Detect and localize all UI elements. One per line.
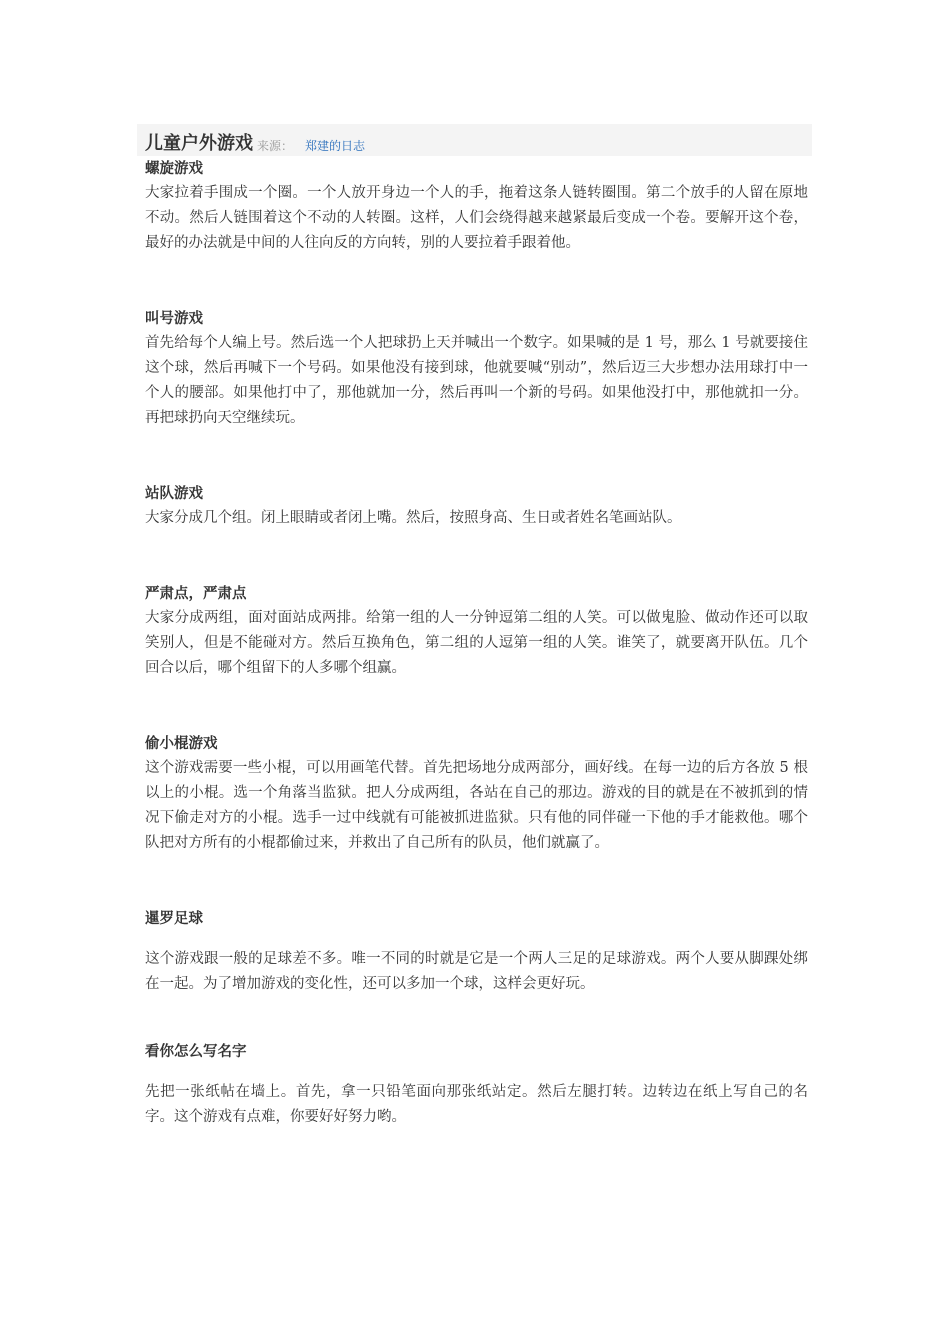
section-title-steal-sticks: 偷小棍游戏 — [145, 735, 218, 752]
page-title: 儿童户外游戏 — [145, 133, 253, 154]
section-title-write-name: 看你怎么写名字 — [145, 1043, 247, 1060]
spacer — [145, 1064, 808, 1080]
spacer — [145, 256, 808, 306]
spacer — [145, 681, 808, 731]
title-bar — [137, 124, 812, 156]
spacer — [145, 856, 808, 906]
section-text-serious: 大家分成两组，面对面站成两排。给第一组的人一分钟逗第二组的人笑。可以做鬼脸、做动作还可以取笑别人，但是不能碰对方。然后互换角色，第二组的人逗第一组的人笑。谁笑了，就要离开队伍。几个回合以后，哪个组留下的人多哪个组赢。 — [145, 610, 808, 676]
section-text-write-name: 先把一张纸帖在墙上。首先，拿一只铅笔面向那张纸站定。然后左腿打转。边转边在纸上写自己的名字。这个游戏有点难，你要好好努力哟。 — [145, 1084, 808, 1125]
spacer — [145, 531, 808, 581]
section-text-line-up: 大家分成几个组。闭上眼睛或者闭上嘴。然后，按照身高、生日或者姓名笔画站队。 — [145, 510, 682, 526]
section-title-spiral: 螺旋游戏 — [145, 160, 203, 177]
spacer — [145, 931, 808, 947]
section-title-number-call: 叫号游戏 — [145, 310, 203, 327]
spacer — [145, 997, 808, 1039]
section-text-number-call: 首先给每个人编上号。然后选一个人把球扔上天并喊出一个数字。如果喊的是 1 号，那么 1 号就要接住这个球，然后再喊下一个号码。如果他没有接到球，他就要喊“别动”，然后迈三大步想办法用球打中一个人的腰部。如果他打中了，那他就加一分，然后再叫一个新的号码。如果他没打中，那他就扣一分。再把球扔向天空继续玩。 — [145, 335, 808, 426]
source-label: 来源： — [257, 139, 294, 153]
section-text-steal-sticks: 这个游戏需要一些小棍，可以用画笔代替。首先把场地分成两部分，画好线。在每一边的后方各放 5 根以上的小棍。选一个角落当监狱。把人分成两组，各站在自己的那边。游戏的目的就是在不被抓到的情况下偷走对方的小棍。选手一过中线就有可能被抓进监狱。只有他的同伴碰一下他的手才能救他。哪个队把对方所有的小棍都偷过来，并救出了自己所有的队员，他们就赢了。 — [145, 760, 808, 851]
section-text-siamese-football: 这个游戏跟一般的足球差不多。唯一不同的时就是它是一个两人三足的足球游戏。两个人要从脚踝处绑在一起。为了增加游戏的变化性，还可以多加一个球，这样会更好玩。 — [145, 951, 808, 992]
document-page — [137, 124, 812, 1130]
source-link[interactable]: 郑建的日志 — [305, 139, 366, 153]
section-title-serious: 严肃点，严肃点 — [145, 585, 247, 602]
section-title-siamese-football: 暹罗足球 — [145, 910, 203, 927]
spacer — [145, 431, 808, 481]
article-body — [137, 156, 812, 1130]
section-title-line-up: 站队游戏 — [145, 485, 203, 502]
section-text-spiral: 大家拉着手围成一个圈。一个人放开身边一个人的手，拖着这条人链转圈围。第二个放手的人留在原地不动。然后人链围着这个不动的人转圈。这样，人们会绕得越来越紧最后变成一个卷。要解开这个卷，最好的办法就是中间的人往向反的方向转，别的人要拉着手跟着他。 — [145, 185, 808, 251]
